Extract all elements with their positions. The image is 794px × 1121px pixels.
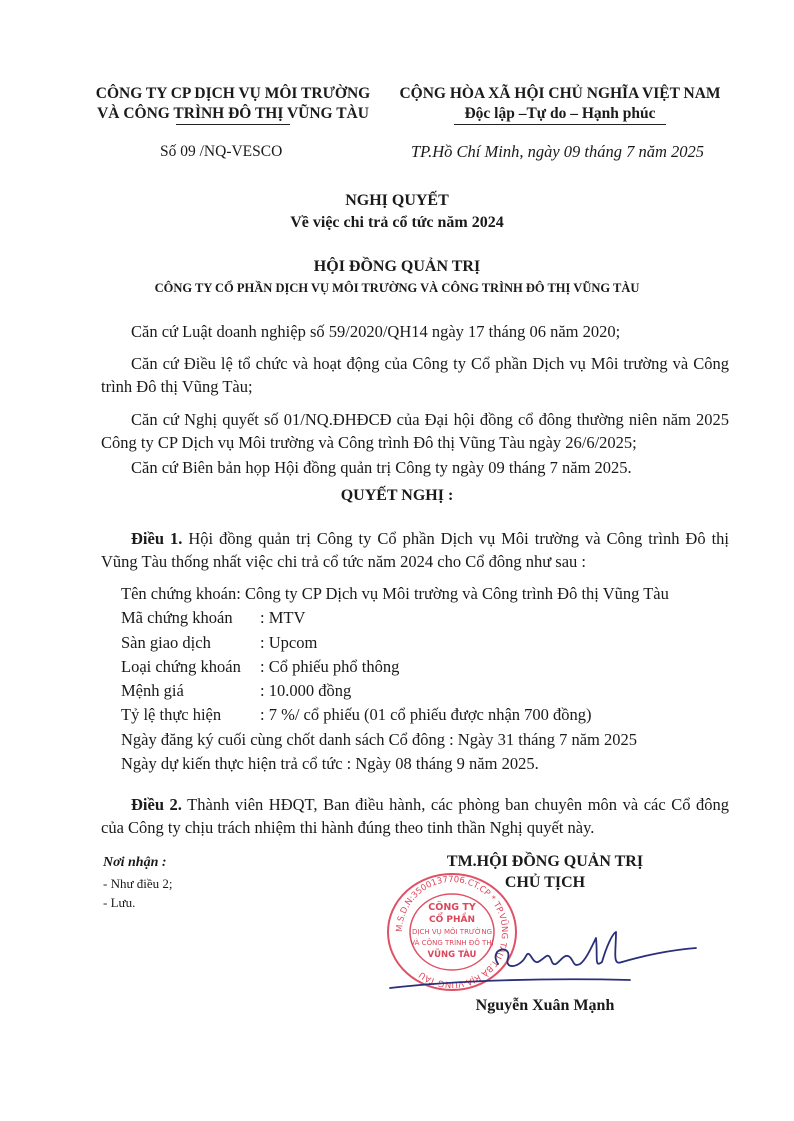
- signer-name: Nguyễn Xuân Mạnh: [475, 997, 615, 1014]
- seal-line: CÔNG TY: [428, 902, 476, 913]
- header-right-underline: [454, 124, 666, 125]
- payment-date: Ngày dự kiến thực hiện trả cổ tức : Ngày 08 tháng 9 năm 2025.: [121, 754, 539, 773]
- article-2-label: Điều 2.: [131, 795, 182, 814]
- place-date: TP.Hồ Chí Minh, ngày 09 tháng 7 năm 2025: [411, 142, 705, 161]
- field-value: : 10.000 đồng: [260, 681, 352, 700]
- article-1-label: Điều 1.: [131, 529, 183, 548]
- basis-law: Căn cứ Luật doanh nghiệp số 59/2020/QH14 ngày 17 tháng 06 năm 2020;: [131, 322, 621, 341]
- recipients-heading: Nơi nhận :: [103, 855, 167, 870]
- field-value: : Cổ phiếu phổ thông: [260, 657, 400, 676]
- field-label: Mệnh giá: [121, 681, 184, 700]
- basis-charter: Căn cứ Điều lệ tổ chức và hoạt động của Công ty Cổ phần Dịch vụ Môi trường và Công trình Đô thị Vũng Tàu;: [101, 354, 729, 396]
- recipient-item: - Như điều 2;: [103, 876, 173, 891]
- field-exchange: [121, 633, 317, 653]
- field-ratio: [121, 705, 592, 725]
- signature-on-behalf: TM.HỘI ĐỒNG QUẢN TRỊ: [446, 853, 644, 870]
- basis-board-minutes: Căn cứ Biên bản họp Hội đồng quản trị Công ty ngày 09 tháng 7 năm 2025.: [131, 458, 632, 477]
- record-date: Ngày đăng ký cuối cùng chốt danh sách Cổ đông : Ngày 31 tháng 7 năm 2025: [121, 730, 637, 749]
- issuer-title: HỘI ĐỒNG QUẢN TRỊ: [313, 258, 481, 275]
- resolution-heading: QUYẾT NGHỊ :: [340, 487, 454, 504]
- handwritten-signature: [380, 918, 700, 998]
- seal-line: DỊCH VỤ MÔI TRƯỜNG: [411, 928, 493, 936]
- field-security-type: [121, 657, 399, 677]
- article-2: [101, 793, 729, 839]
- document-kind: NGHỊ QUYẾT: [345, 192, 449, 209]
- national-motto: Độc lập –Tự do – Hạnh phúc: [464, 105, 656, 122]
- basis-shareholder-resolution: Căn cứ Nghị quyết số 01/NQ.ĐHĐCĐ của Đại hội đồng cổ đông thường niên năm 2025 Công ty CP Dịch vụ Môi trường và Công trình Đô thị Vũng Tàu ngày 26/6/2025;: [101, 410, 729, 452]
- national-title: CỘNG HÒA XÃ HỘI CHỦ NGHĨA VIỆT NAM: [399, 85, 721, 102]
- document-subject: Về việc chi trả cổ tức năm 2024: [290, 214, 504, 231]
- field-par-value: [121, 681, 351, 701]
- field-value: : MTV: [260, 608, 306, 627]
- company-name-line2: VÀ CÔNG TRÌNH ĐÔ THỊ VŨNG TÀU: [97, 105, 369, 122]
- seal-line: VŨNG TÀU: [427, 950, 477, 960]
- header-left-underline: [176, 124, 290, 125]
- field-label: Loại chứng khoán: [121, 657, 241, 676]
- field-ticker: [121, 608, 305, 628]
- field-value: : Upcom: [260, 633, 318, 652]
- seal-line: VÀ CÔNG TRÌNH ĐÔ THỊ: [410, 939, 494, 947]
- company-name-line1: CÔNG TY CP DỊCH VỤ MÔI TRƯỜNG: [95, 85, 371, 102]
- field-value: : 7 %/ cổ phiếu (01 cổ phiếu được nhận 700 đồng): [260, 705, 592, 724]
- issuer-company: CÔNG TY CỔ PHẦN DỊCH VỤ MÔI TRƯỜNG VÀ CÔNG TRÌNH ĐÔ THỊ VŨNG TÀU: [154, 281, 640, 295]
- article-2-text: Thành viên HĐQT, Ban điều hành, các phòng ban chuyên môn và các Cổ đông của Công ty chịu trách nhiệm thi hành đúng theo tinh thần Nghị quyết này.: [101, 795, 730, 837]
- recipient-item: - Lưu.: [103, 895, 136, 910]
- seal-line: CỔ PHẦN: [428, 915, 476, 925]
- field-label: Sàn giao dịch: [121, 633, 211, 652]
- seal-ring-text: M.S.D.N:3500137706.CT.CP * TP.VŨNG TÀU T.BÀ RỊA-VŨNG TÀU: [394, 874, 510, 990]
- document-number: Số 09 /NQ-VESCO: [160, 143, 283, 160]
- signature-position: CHỦ TỊCH: [504, 874, 586, 891]
- article-1: [101, 527, 729, 573]
- field-label: Mã chứng khoán: [121, 608, 233, 627]
- article-1-text: Hội đồng quản trị Công ty Cổ phần Dịch vụ Môi trường và Công trình Đô thị Vũng Tàu thống nhất việc chi trả cổ tức năm 2024 cho Cổ đông như sau :: [101, 529, 730, 571]
- field-label: Tỷ lệ thực hiện: [121, 705, 222, 724]
- security-name: Tên chứng khoán: Công ty CP Dịch vụ Môi trường và Công trình Đô thị Vũng Tàu: [121, 584, 669, 603]
